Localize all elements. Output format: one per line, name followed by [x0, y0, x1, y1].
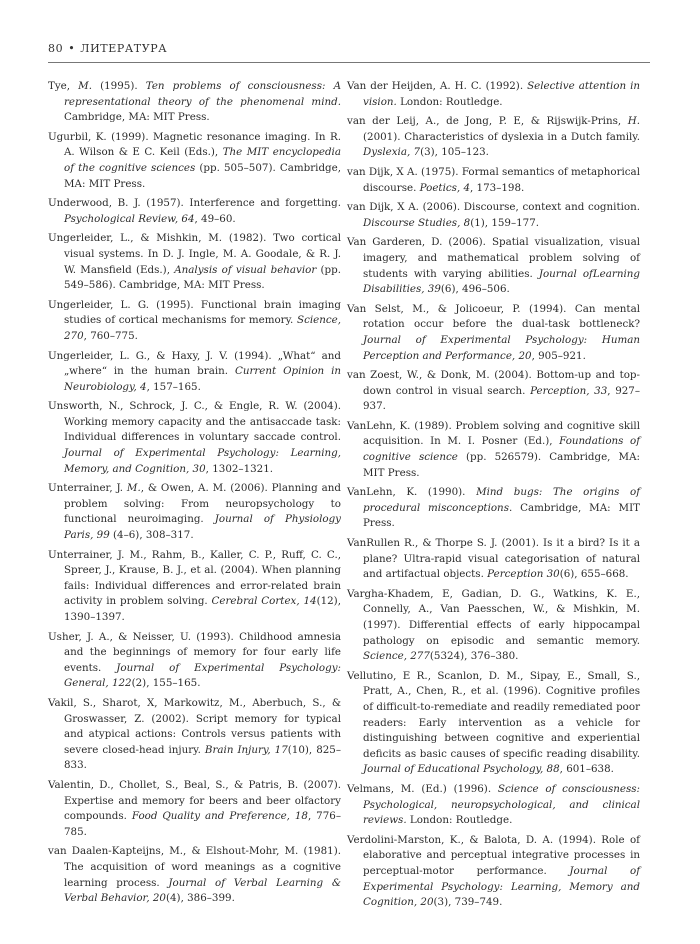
- reference-text: Vakil, S., Sharot, X, Markowitz, M., Aberbuch, S., & Groswasser, Z. (2002). Script memory for typical and atypical actions: Controls versus patients with severe closed-head injury.: [48, 696, 341, 756]
- reference-text: (pp. 526579). Cambridge, MA: MIT Press.: [363, 451, 640, 479]
- reference-text: , 776–785.: [64, 810, 341, 838]
- reference-entry: [347, 302, 640, 364]
- reference-text: van Daalen-Kapteijns, M., & Elshout-Mohr, M. (1981). The acquisition of word meanings as a cognitive learning process.: [48, 845, 341, 889]
- reference-entry: [48, 79, 341, 126]
- reference-entry: [347, 200, 640, 231]
- reference-italic-text: Poetics, 4: [419, 181, 471, 194]
- reference-text: (6), 496–506.: [440, 283, 510, 296]
- reference-italic-text: Journal of Experimental Psychology: Human Perception and Performance, 20: [363, 333, 640, 362]
- reference-text: Ungerleider, L. G. (1995). Functional brain imaging studies of cortical mechanisms for memory.: [48, 298, 341, 327]
- reference-text: VanLehn, K. (1989). Problem solving and cognitive skill acquisition. In M. I. Posner (Ed.),: [347, 419, 640, 448]
- reference-entry: [48, 844, 341, 906]
- reference-italic-text: M.: [126, 482, 141, 495]
- reference-text: (10), 825–833.: [64, 743, 341, 772]
- reference-text: Cambridge, MA: MIT Press.: [363, 501, 641, 530]
- reference-text: Valentin, D., Chollet, S., Beal, S., & Patris, B. (2007). Expertise and memory for beers and beer olfactory compounds.: [48, 778, 341, 823]
- reference-italic-text: Perception 30: [487, 568, 560, 581]
- reference-text: (pp. 549–586). Cambridge, MA: MIT Press.: [64, 263, 342, 292]
- reference-text: , 173–198.: [470, 181, 525, 194]
- reference-entry: [48, 696, 341, 774]
- reference-text: Ugurbil, K. (1999). Magnetic resonance imaging. In R. A. Wilson & E C. Keil (Eds.),: [48, 130, 341, 159]
- reference-entry: [347, 114, 640, 161]
- reference-entry: [48, 231, 341, 293]
- reference-text: (1), 159–177.: [470, 216, 540, 229]
- reference-text: Van Garderen, D. (2006). Spatial visualization, visual imagery, and mathematical problem solving of students with varying abilities.: [347, 236, 640, 280]
- reference-italic-text: Brain Injury, 17: [204, 743, 288, 756]
- reference-text: , 49–60.: [194, 212, 236, 225]
- reference-text: Unterrainer, J.: [48, 482, 127, 495]
- reference-italic-text: Journal of Physiology Paris, 99: [64, 513, 342, 542]
- reference-text: Cambridge, MA: MIT Press.: [64, 111, 210, 124]
- reference-entry: [48, 196, 341, 227]
- reference-italic-text: M.: [78, 80, 92, 92]
- reference-italic-text: Journal of Experimental Psychology: Learning, Memory, and Cognition, 30: [64, 447, 341, 475]
- reference-text: (12), 1390–1397.: [64, 595, 341, 623]
- reference-entry: [347, 79, 640, 110]
- reference-text: Van Selst, M., & Jolicoeur, P. (1994). Can mental rotation occur before the dual-task bottleneck?: [347, 302, 640, 331]
- reference-italic-text: H.: [627, 115, 640, 128]
- reference-text: Vellutino, E R., Scanlon, D. M., Sipay, E., Small, S., Pratt, A., Chen, R., et al. (1996). Cognitive profiles of difficult-to-remediate and readily remediated poor readers: Early intervention as a vehicle for distinguishing between cognitive and experiential deficits as basic causes of specific reading disability.: [347, 669, 640, 760]
- header-separator: •: [68, 42, 76, 55]
- reference-italic-text: Journal of Educational Psychology, 88: [363, 763, 560, 776]
- reference-text: (1995).: [92, 80, 146, 92]
- reference-entry: [48, 481, 341, 543]
- reference-entry: [347, 368, 640, 415]
- reference-text: (4–6), 308–317.: [109, 529, 194, 542]
- reference-text: , 760–775.: [83, 329, 138, 342]
- reference-text: (pp. 505–507). Cambridge, MA: MIT Press.: [64, 161, 341, 190]
- reference-text: van Dijk, X A. (1975). Formal semantics of metaphorical discourse.: [347, 165, 640, 194]
- reference-text: (4), 386–399.: [165, 892, 235, 905]
- reference-italic-text: Selective attention in vision.: [363, 80, 640, 108]
- reference-text: (2), 155–165.: [131, 677, 201, 690]
- reference-text: Ungerleider, L. G., & Haxy, J. V. (1994). „What“ and „where“ in the human brain.: [48, 349, 341, 378]
- reference-text: , & Owen, A. M. (2006). Planning and problem solving: From neuropsychology to functional neuroimaging.: [64, 482, 341, 526]
- reference-entry: [347, 782, 640, 829]
- reference-text: Vargha-Khadem, E, Gadian, D. G., Watkins, K. E., Connelly, A., Van Paesschen, W., & Mishkin, M. (1997). Differential effects of early hippocampal pathology on episodic and semantic memory.: [347, 587, 640, 647]
- reference-text: van Dijk, X A. (2006). Discourse, context and cognition.: [347, 201, 640, 214]
- reference-text: , 1302–1321.: [205, 462, 274, 475]
- reference-text: Underwood, B. J. (1957). Interference and forgetting.: [48, 197, 341, 210]
- section-title: ЛИТЕРАТУРА: [80, 42, 168, 55]
- reference-text: London: Routledge.: [396, 95, 503, 108]
- left-column: [48, 79, 341, 911]
- reference-italic-text: Food Quality and Preference, 18: [131, 810, 308, 823]
- reference-text: Ungerleider, L., & Mishkin, M. (1982). Two cortical visual systems. In D. J. Ingle, M. A. Goodale, & R. J. W. Mansfield (Eds.),: [48, 232, 341, 276]
- reference-italic-text: Science of consciousness: Psychological, neuropsychological, and clinical reviews.: [363, 782, 641, 827]
- header-rule: [48, 62, 650, 63]
- reference-text: , 927–937.: [363, 384, 640, 413]
- reference-italic-text: Journal of Verbal Learning & Verbal Behavior, 20: [64, 876, 341, 905]
- reference-italic-text: Science, 277: [363, 650, 430, 663]
- reference-text: (2001). Characteristics of dyslexia in a Dutch family.: [363, 130, 640, 143]
- reference-italic-text: Psychological Review, 64: [64, 212, 195, 225]
- reference-text: Van der Heijden, A. H. C. (1992).: [347, 80, 528, 92]
- reference-text: Verdolini-Marston, K., & Balota, D. A. (1994). Role of elaborative and perceptual integrative processes in perceptual-motor performance.: [347, 833, 640, 877]
- reference-text: (3), 105–123.: [420, 146, 489, 159]
- reference-entry: [347, 165, 640, 196]
- reference-italic-text: Journal ofLearning Disabilities, 39: [363, 267, 640, 296]
- reference-text: (3), 739–749.: [433, 896, 503, 909]
- reference-italic-text: Current Opinion in Neurobiology, 4: [64, 365, 341, 393]
- reference-italic-text: The MIT encyclopedia of the cognitive sciences: [64, 146, 341, 174]
- right-column: [347, 79, 640, 915]
- reference-entry: [48, 298, 341, 345]
- reference-entry: [347, 419, 640, 481]
- running-header: [48, 42, 167, 55]
- reference-entry: [48, 778, 341, 840]
- reference-italic-text: Journal of Experimental Psychology: Learning, Memory and Cognition, 20: [363, 864, 640, 909]
- reference-text: VanRullen R., & Thorpe S. J. (2001). Is it a bird? Is it a plane? Ultra-rapid visual categorisation of natural and artifactual objects.: [347, 537, 640, 581]
- reference-entry: [48, 548, 341, 626]
- reference-text: Unterrainer, J. M., Rahm, B., Kaller, C. P., Ruff, C. C., Spreer, J., Krause, B. J., et al. (2004). When planning fails: Individual differences and error-related brain activity in problem solving.: [48, 548, 341, 608]
- reference-italic-text: Science, 270: [64, 314, 341, 342]
- reference-italic-text: Analysis of visual behavior: [174, 263, 317, 276]
- reference-text: VanLehn, K. (1990).: [347, 486, 477, 499]
- reference-entry: [347, 587, 640, 665]
- reference-italic-text: Journal of Experimental Psychology: General, 122: [64, 661, 342, 690]
- reference-text: Velmans, M. (Ed.) (1996).: [347, 782, 498, 795]
- reference-italic-text: Cerebral Cortex, 14: [211, 595, 317, 608]
- reference-entry: [347, 669, 640, 778]
- reference-text: Tye,: [48, 80, 79, 92]
- reference-entry: [48, 349, 341, 396]
- reference-italic-text: Mind bugs: The origins of procedural misconceptions.: [363, 486, 641, 514]
- reference-text: (5324), 376–380.: [429, 650, 519, 663]
- reference-text: , 905–921.: [531, 349, 586, 362]
- reference-text: London: Routledge.: [406, 814, 513, 827]
- reference-entry: [347, 833, 640, 911]
- reference-text: van Zoest, W., & Donk, M. (2004). Bottom-up and top-down control in visual search.: [347, 369, 640, 397]
- reference-entry: [48, 630, 341, 692]
- reference-entry: [347, 235, 640, 297]
- reference-entry: [48, 399, 341, 477]
- reference-entry: [347, 485, 640, 532]
- reference-text: van der Leij, A., de Jong, P. E, & Rijswijk-Prins,: [347, 115, 628, 128]
- reference-text: , 601–638.: [559, 763, 614, 776]
- reference-italic-text: Ten problems of consciousness: A representational theory of the phenomenal mind.: [64, 80, 341, 108]
- reference-entry: [347, 536, 640, 583]
- reference-text: Unsworth, N., Schrock, J. C., & Engle, R. W. (2004). Working memory capacity and the antisaccade task: Individual differences in voluntary saccade control.: [48, 400, 341, 444]
- reference-italic-text: Discourse Studies, 8: [363, 216, 471, 229]
- reference-italic-text: Perception, 33: [530, 384, 608, 397]
- page-number: 80: [48, 42, 64, 55]
- reference-italic-text: Dyslexia, 7: [363, 146, 421, 159]
- reference-italic-text: Foundations of cognitive science: [363, 435, 641, 464]
- reference-text: Usher, J. A., & Neisser, U. (1993). Childhood amnesia and the beginnings of memory for four early life events.: [48, 630, 341, 674]
- reference-entry: [48, 130, 341, 192]
- reference-text: , 157–165.: [146, 380, 201, 393]
- reference-text: (6), 655–668.: [559, 568, 629, 581]
